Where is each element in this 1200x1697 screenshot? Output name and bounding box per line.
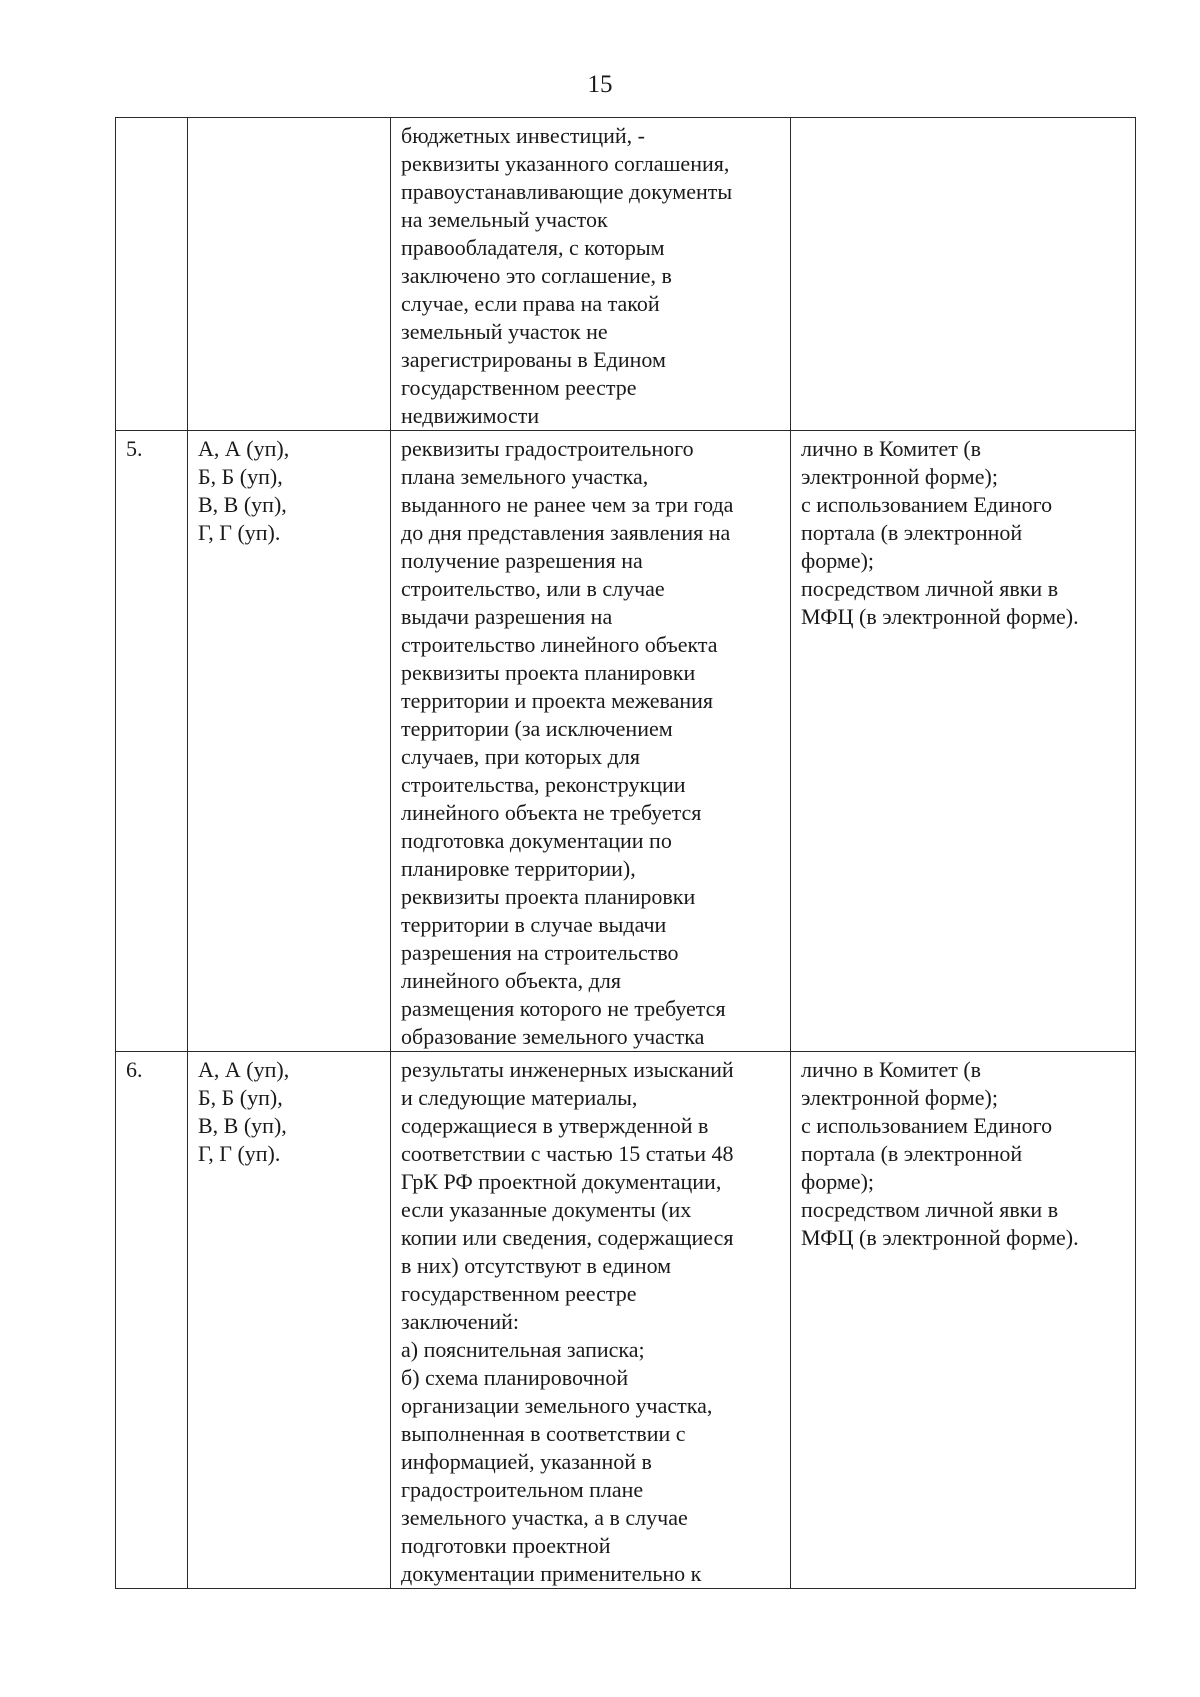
submission-method-cell (791, 118, 1136, 431)
document-description-cell: результаты инженерных изысканий и следующие материалы, содержащиеся в утвержденной в соответствии с частью 15 статьи 48 ГрК РФ проектной документации, если указанные документы (их копии или сведения, содержащиеся в них) отсутствуют в едином государственном реестре заключений: а) пояснительная записка; б) схема планировочной организации земельного участка, выполненная в соответствии с информацией, указанной в градостроительном плане земельного участка, а в случае подготовки проектной документации применительно к (391, 1052, 791, 1589)
table-row (116, 1052, 1136, 1589)
submission-method-cell: лично в Комитет (в электронной форме); с использованием Единого портала (в электронной форме); посредством личной явки в МФЦ (в электронной форме). (791, 431, 1136, 1052)
documents-table (115, 117, 1136, 1589)
table-row (116, 118, 1136, 431)
row-number-cell: 6. (116, 1052, 188, 1589)
document-description-cell: бюджетных инвестиций, - реквизиты указанного соглашения, правоустанавливающие документы на земельный участок правообладателя, с которым заключено это соглашение, в случае, если права на такой земельный участок не зарегистрированы в Едином государственном реестре недвижимости (391, 118, 791, 431)
applicant-codes-cell: А, А (уп), Б, Б (уп), В, В (уп), Г, Г (уп). (188, 431, 391, 1052)
page-number: 15 (587, 71, 613, 98)
table-row (116, 431, 1136, 1052)
row-number-cell: 5. (116, 431, 188, 1052)
submission-method-cell: лично в Комитет (в электронной форме); с использованием Единого портала (в электронной форме); посредством личной явки в МФЦ (в электронной форме). (791, 1052, 1136, 1589)
document-description-cell: реквизиты градостроительного плана земельного участка, выданного не ранее чем за три года до дня представления заявления на получение разрешения на строительство, или в случае выдачи разрешения на строительство линейного объекта реквизиты проекта планировки территории и проекта межевания территории (за исключением случаев, при которых для строительства, реконструкции линейного объекта не требуется подготовка документации по планировке территории), реквизиты проекта планировки территории в случае выдачи разрешения на строительство линейного объекта, для размещения которого не требуется образование земельного участка (391, 431, 791, 1052)
row-number-cell (116, 118, 188, 431)
applicant-codes-cell (188, 118, 391, 431)
applicant-codes-cell: А, А (уп), Б, Б (уп), В, В (уп), Г, Г (уп). (188, 1052, 391, 1589)
